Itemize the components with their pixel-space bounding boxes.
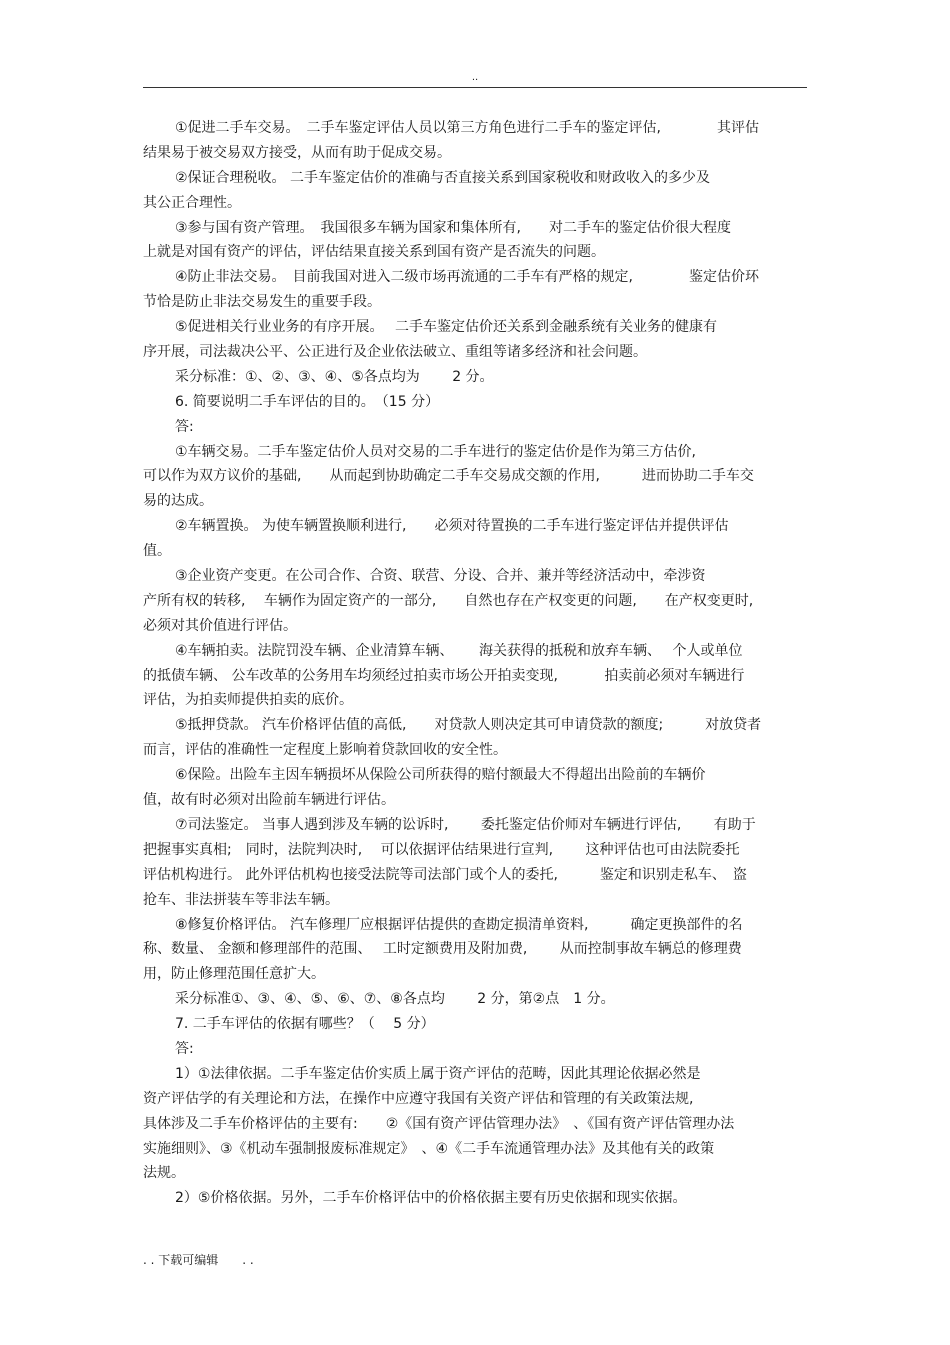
- text-line: 而言，评估的准确性一定程度上影响着贷款回收的安全性。: [143, 742, 507, 759]
- text-line: 采分标准：①、②、③、④、⑤各点均为 2 分。: [175, 368, 494, 385]
- text-line: 的抵债车辆、 公车改革的公务用车均须经过拍卖市场公开拍卖变现, 拍卖前必须对车辆进行: [143, 667, 745, 684]
- text-line: 产所有权的转移, 车辆作为固定资产的一部分, 自然也存在产权变更的问题, 在产权变更时,: [143, 592, 754, 609]
- text-line: 实施细则》、③《机动车强制报废标准规定》 、④《二手车流通管理办法》及其他有关的政策: [143, 1140, 715, 1157]
- text-line: 7. 二手车评估的依据有哪些？（ 5 分）: [175, 1016, 435, 1033]
- text-line: 2）⑤价格依据。另外，二手车价格评估中的价格依据主要有历史依据和现实依据。: [175, 1190, 687, 1207]
- text-line: 把握事实真相; 同时，法院判决时, 可以依据评估结果进行宣判, 这种评估也可由法院委托: [143, 841, 740, 858]
- text-line: 可以作为双方议价的基础, 从而起到协助确定二手车交易成交额的作用, 进而协助二手车交: [143, 468, 754, 485]
- text-line: ④防止非法交易。 目前我国对进入二级市场再流通的二手车有严格的规定, 鉴定估价环: [175, 269, 759, 286]
- text-line: ①促进二手车交易。 二手车鉴定评估人员以第三方角色进行二手车的鉴定评估, 其评估: [175, 120, 759, 136]
- text-line: ②保证合理税收。 二手车鉴定估价的准确与否直接关系到国家税收和财政收入的多少及: [175, 169, 710, 186]
- text-line: 必须对其价值进行评估。: [143, 617, 297, 634]
- text-line: ⑥保险。出险车主因车辆损坏从保险公司所获得的赔付额最大不得超出出险前的车辆价: [175, 767, 706, 784]
- text-line: ③企业资产变更。在公司合作、合资、联营、分设、合并、兼并等经济活动中，牵涉资: [175, 568, 706, 585]
- text-line: ①车辆交易。二手车鉴定估价人员对交易的二手车进行的鉴定估价是作为第三方估价,: [175, 443, 696, 460]
- text-line: 用，防止修理范围任意扩大。: [143, 966, 325, 983]
- page-footer: . . 下载可编辑 . .: [143, 1253, 254, 1267]
- text-line: 值，故有时必须对出险前车辆进行评估。: [143, 792, 395, 809]
- text-line: ④车辆拍卖。法院罚没车辆、企业清算车辆、 海关获得的抵税和放弃车辆、 个人或单位: [175, 642, 743, 659]
- text-line: 6. 简要说明二手车评估的目的。 （15 分）: [175, 393, 440, 410]
- header-rule: [143, 87, 807, 88]
- text-line: 序开展，司法裁决公平、公正进行及企业依法破立、重组等诸多经济和社会问题。: [143, 344, 647, 361]
- text-line: ⑤促进相关行业业务的有序开展。 二手车鉴定估价还关系到金融系统有关业务的健康有: [175, 319, 717, 336]
- text-line: ②车辆置换。 为使车辆置换顺利进行, 必须对待置换的二手车进行鉴定评估并提供评估: [175, 518, 729, 535]
- text-line: 1）①法律依据。二手车鉴定估价实质上属于资产评估的范畴，因此其理论依据必然是: [175, 1065, 701, 1082]
- text-line: 节恰是防止非法交易发生的重要手段。: [143, 294, 381, 311]
- text-line: 答:: [175, 418, 194, 435]
- text-line: ⑦司法鉴定。 当事人遇到涉及车辆的讼诉时, 委托鉴定估价师对车辆进行评估, 有助于: [175, 816, 756, 833]
- text-line: 评估，为拍卖师提供拍卖的底价。: [143, 692, 353, 709]
- page-header-dots: ..: [471, 72, 479, 83]
- text-line: 答:: [175, 1040, 194, 1057]
- text-line: 其公正合理性。: [143, 194, 241, 211]
- text-line: ⑧修复价格评估。 汽车修理厂应根据评估提供的查勘定损清单资料, 确定更换部件的名: [175, 916, 743, 933]
- text-line: 法规。: [143, 1165, 185, 1182]
- text-line: ⑤抵押贷款。 汽车价格评估值的高低, 对贷款人则决定其可申请贷款的额度; 对放贷者: [175, 717, 762, 734]
- text-line: 上就是对国有资产的评估，评估结果直接关系到国有资产是否流失的问题。: [143, 244, 605, 261]
- text-line: 评估机构进行。 此外评估机构也接受法院等司法部门或个人的委托, 鉴定和识别走私车、 盗: [143, 866, 747, 883]
- text-line: 抢车、非法拼装车等非法车辆。: [143, 891, 339, 908]
- text-line: 资产评估学的有关理论和方法，在操作中应遵守我国有关资产评估和管理的有关政策法规,: [143, 1090, 694, 1107]
- text-line: 采分标准①、③、④、⑤、⑥、⑦、⑧各点均 2 分，第②点 1 分。: [175, 991, 615, 1008]
- text-line: ③参与国有资产管理。 我国很多车辆为国家和集体所有, 对二手车的鉴定估价很大程度: [175, 219, 731, 236]
- text-line: 具体涉及二手车价格评估的主要有: ②《国有资产评估管理办法》 、《国有资产评估管理办法: [143, 1115, 735, 1132]
- text-line: 易的达成。: [143, 493, 213, 510]
- document-body: [143, 116, 807, 1211]
- text-line: 值。: [143, 543, 171, 560]
- text-line: 结果易于被交易双方接受，从而有助于促成交易。: [143, 144, 451, 161]
- text-line: 称、数量、 金额和修理部件的范围、 工时定额费用及附加费, 从而控制事故车辆总的修理费: [143, 941, 742, 958]
